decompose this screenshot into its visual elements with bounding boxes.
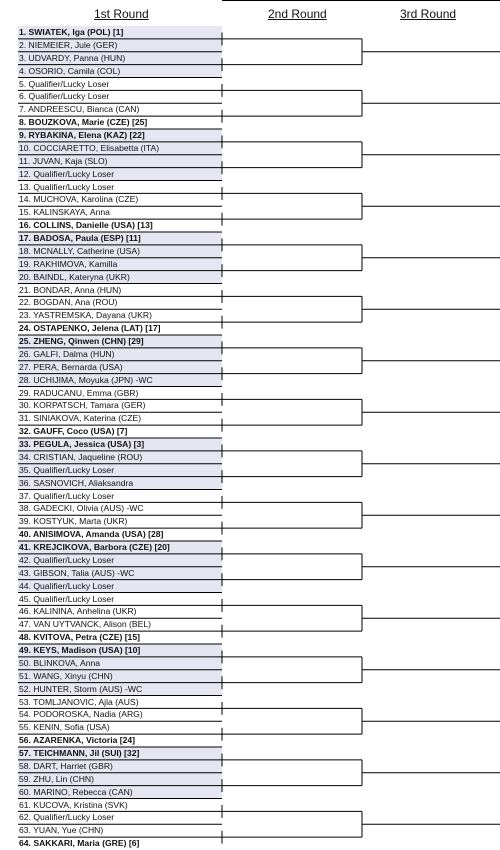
player-entry: 14. MUCHOVA, Karolina (CZE) [19,194,139,205]
player-entry: 51. WANG, Xinyu (CHN) [18,670,222,683]
player-entry: 2. NIEMEIER, Jule (GER) [18,39,222,52]
player-entry: 19. RAKHIMOVA, Kamilla [18,258,222,271]
player-entry: 17. BADOSA, Paula (ESP) [11] [18,232,222,245]
player-entry: 47. VAN UYTVANCK, Alison (BEL) [19,619,151,630]
player-entry: 38. GADECKI, Olivia (AUS) -WC [19,503,144,514]
player-entry: 37. Qualifier/Lucky Loser [19,490,115,501]
player-entry: 34. CRISTIAN, Jaqueline (ROU) [18,451,222,464]
player-entry: 12. Qualifier/Lucky Loser [18,168,222,181]
player-entry: 18. MCNALLY, Catherine (USA) [18,245,222,258]
player-entry: 36. SASNOVICH, Aliaksandra [18,477,222,490]
round3-heading: 3rd Round [400,7,457,21]
player-entry: 8. BOUZKOVA, Marie (CZE) [25] [19,117,148,128]
player-entry: 16. COLLINS, Danielle (USA) [13] [19,220,153,231]
player-entry: 43. GIBSON, Talia (AUS) -WC [18,567,222,580]
player-entry: 42. Qualifier/Lucky Loser [18,554,222,567]
player-entry: 45. Qualifier/Lucky Loser [19,593,115,604]
player-entry: 15. KALINSKAYA, Anna [19,207,110,218]
player-entry: 61. KUCOVA, Kristina (SVK) [19,799,128,810]
player-entry: 20. BAINDL, Kateryna (UKR) [18,271,222,284]
player-entry: 50. BLINKOVA, Anna [18,657,222,670]
player-entry: 58. DART, Harriet (GBR) [18,760,222,773]
player-entry: 4. OSORIO, Camila (COL) [18,65,222,78]
player-entry: 32. GAUFF, Coco (USA) [7] [19,426,128,437]
player-entry: 28. UCHIJIMA, Moyuka (JPN) -WC [18,374,222,387]
player-entry: 63. YUAN, Yue (CHN) [19,825,104,836]
player-entry: 35. Qualifier/Lucky Loser [18,464,222,477]
player-entry: 27. PERA, Bernarda (USA) [18,361,222,374]
player-entry: 3. UDVARDY, Panna (HUN) [18,52,222,65]
player-entry: 39. KOSTYUK, Marta (UKR) [19,516,128,527]
player-entry: 48. KVITOVA, Petra (CZE) [15] [19,632,140,643]
player-entry: 59. ZHU, Lin (CHN) [18,773,222,786]
player-entry: 13. Qualifier/Lucky Loser [19,181,115,192]
player-entry: 52. HUNTER, Storm (AUS) -WC [18,683,222,696]
player-entry: 7. ANDREESCU, Bianca (CAN) [19,104,140,115]
player-entry: 29. RADUCANU, Emma (GBR) [19,387,139,398]
player-entry: 53. TOMLJANOVIC, Ajla (AUS) [19,696,139,707]
player-entry: 1. SWIATEK, Iga (POL) [1] [18,26,222,39]
player-entry: 30. KORPATSCH, Tamara (GER) [19,400,146,411]
round2-heading: 2nd Round [268,7,327,21]
round1-heading: 1st Round [94,7,149,21]
player-entry: 10. COCCIARETTO, Elisabetta (ITA) [18,142,222,155]
player-entry: 40. ANISIMOVA, Amanda (USA) [28] [19,529,164,540]
player-entry: 55. KENIN, Sofia (USA) [19,722,110,733]
player-entry: 33. PEGULA, Jessica (USA) [3] [18,438,222,451]
player-entry: 49. KEYS, Madison (USA) [10] [18,644,222,657]
player-entry: 57. TEICHMANN, Jil (SUI) [32] [18,747,222,760]
player-entry: 60. MARINO, Rebecca (CAN) [18,786,222,799]
player-entry: 54. PODOROSKA, Nadia (ARG) [19,709,143,720]
player-entry: 26. GALFI, Dalma (HUN) [18,348,222,361]
player-entry: 23. YASTREMSKA, Dayana (UKR) [19,310,152,321]
player-entry: 24. OSTAPENKO, Jelena (LAT) [17] [19,323,161,334]
player-entry: 25. ZHENG, Qinwen (CHN) [29] [18,335,222,348]
player-entry: 31. SINIAKOVA, Katerina (CZE) [19,413,142,424]
player-entry: 56. AZARENKA, Victoria [24] [19,735,136,746]
player-entry: 22. BOGDAN, Ana (ROU) [19,297,118,308]
player-entry: 21. BONDAR, Anna (HUN) [19,284,122,295]
player-entry: 44. Qualifier/Lucky Loser [18,580,222,593]
player-entry: 9. RYBAKINA, Elena (KAZ) [22] [18,129,222,142]
player-entry: 6. Qualifier/Lucky Loser [19,91,110,102]
player-entry: 5. Qualifier/Lucky Loser [19,78,110,89]
player-entry: 41. KREJCIKOVA, Barbora (CZE) [20] [18,541,222,554]
player-entry: 11. JUVAN, Kaja (SLO) [18,155,222,168]
player-entry: 64. SAKKARI, Maria (GRE) [6] [19,838,140,849]
player-entry: 46. KALININA, Anhelina (UKR) [19,606,137,617]
player-entry: 62. Qualifier/Lucky Loser [19,812,115,823]
